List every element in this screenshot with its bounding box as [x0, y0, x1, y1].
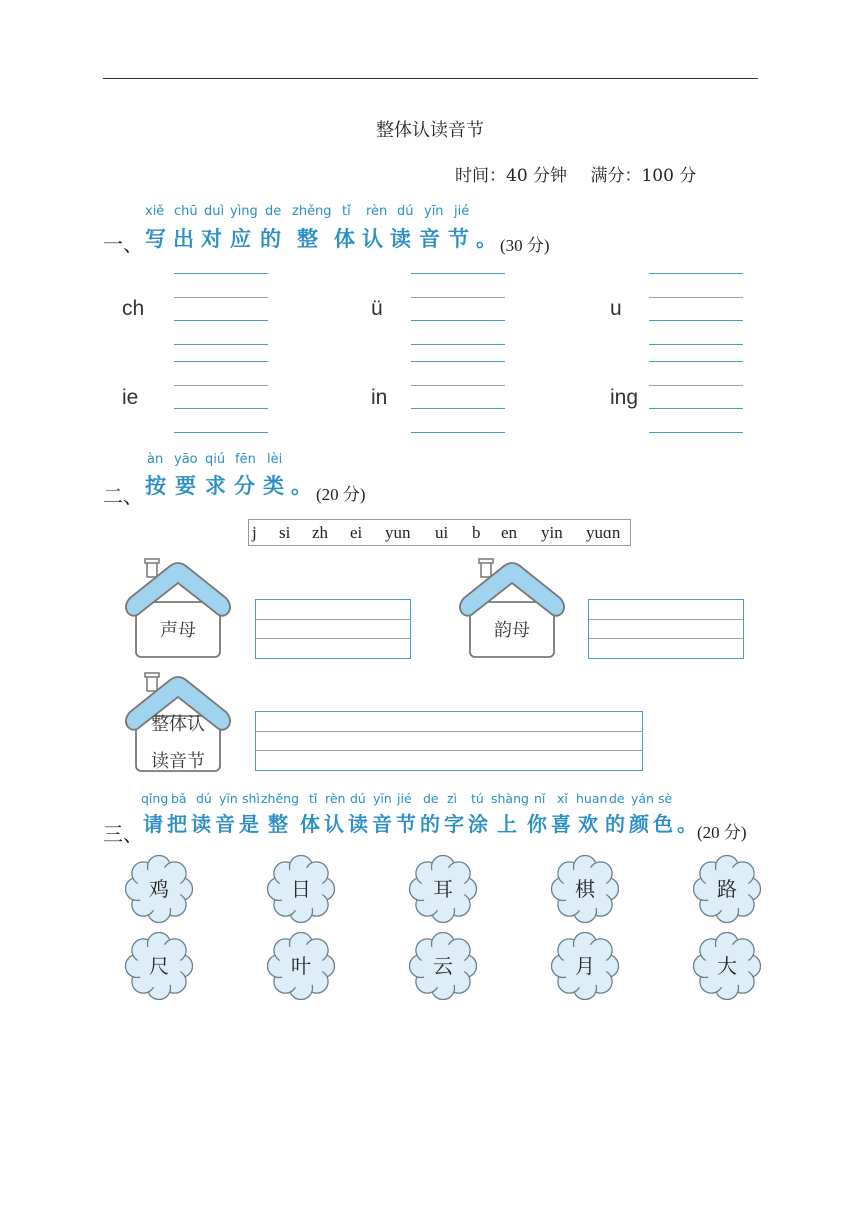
writing-line[interactable]	[174, 297, 268, 298]
heading-char: 整	[268, 812, 288, 836]
flower-cell[interactable]	[267, 932, 335, 1000]
pinyin: tǐ	[342, 204, 351, 219]
writing-line[interactable]	[649, 297, 743, 298]
heading-char: 音	[419, 227, 440, 251]
pinyin: rèn	[325, 791, 346, 806]
pinyin: yīn	[219, 791, 238, 806]
page-title: 整体认读音节	[376, 120, 484, 141]
pinyin: yīn	[373, 791, 392, 806]
heading-char: 音	[372, 812, 392, 836]
flower-character: 鸡	[149, 877, 169, 901]
time-limit: 时间：40 分钟	[455, 166, 568, 186]
section2-pinyin	[0, 452, 860, 468]
flower-cell[interactable]	[693, 932, 761, 1000]
writing-line[interactable]	[411, 408, 505, 409]
house-finals	[454, 558, 570, 660]
pinyin: nǐ	[534, 791, 546, 806]
pinyin: bǎ	[171, 791, 187, 806]
heading-char: 喜	[551, 812, 571, 836]
flower-cell[interactable]	[409, 932, 477, 1000]
heading-char: 要	[175, 474, 196, 498]
writing-line[interactable]	[649, 273, 743, 274]
section1-score: (30 分)	[500, 236, 550, 255]
section2-number: 二、	[103, 484, 143, 508]
syllable: b	[472, 523, 481, 542]
heading-char: 认	[324, 812, 344, 836]
heading-char: 。	[476, 227, 497, 251]
pinyin: zhěng	[292, 204, 332, 219]
section1-pinyin	[0, 204, 860, 220]
heading-char: 色	[653, 812, 673, 836]
heading-char: 写	[145, 227, 166, 251]
pinyin: duì	[204, 204, 225, 219]
heading-char: 把	[167, 812, 187, 836]
house-label: 读音节	[151, 751, 205, 772]
pinyin: zhěng	[261, 791, 300, 806]
pinyin: tú	[471, 791, 484, 806]
heading-char: 求	[205, 474, 226, 498]
section1-heading	[0, 223, 860, 249]
flower-character: 云	[433, 954, 453, 978]
phoneme-label: u	[610, 297, 622, 320]
writing-line[interactable]	[649, 408, 743, 409]
phoneme-label: ü	[371, 297, 383, 320]
pinyin: jié	[454, 204, 470, 219]
pinyin: xǐ	[557, 791, 568, 806]
flower-character: 棋	[575, 877, 595, 901]
heading-char: 的	[260, 227, 281, 251]
heading-char: 分	[234, 474, 255, 498]
flower-character: 月	[575, 954, 595, 978]
heading-char: 体	[334, 227, 355, 251]
heading-char: 出	[173, 227, 194, 251]
phoneme-label: in	[371, 386, 388, 409]
syllable: ui	[435, 523, 449, 542]
syllable: yun	[385, 523, 411, 542]
pinyin: lèi	[267, 452, 283, 467]
pinyin: sè	[658, 791, 673, 806]
pinyin: yāo	[174, 452, 198, 467]
writing-line[interactable]	[411, 361, 505, 362]
word-bank	[248, 519, 631, 546]
pinyin: dú	[397, 204, 414, 219]
pinyin: àn	[147, 452, 164, 467]
writing-line[interactable]	[649, 344, 743, 345]
flower-cell[interactable]	[551, 855, 619, 923]
writing-line[interactable]	[174, 320, 268, 321]
heading-char: 读	[191, 812, 211, 836]
syllable: ei	[350, 523, 363, 542]
section1-number: 一、	[103, 232, 143, 256]
phoneme-label: ch	[122, 297, 145, 320]
heading-char: 颜	[629, 812, 649, 836]
heading-char: 应	[230, 227, 251, 251]
heading-char: 涂	[468, 812, 488, 836]
heading-char: 节	[448, 227, 469, 251]
writing-line[interactable]	[649, 432, 743, 433]
pinyin: shàng	[491, 791, 529, 806]
flower-character: 尺	[149, 954, 169, 978]
heading-char: 音	[215, 812, 235, 836]
answer-box-whole-syllables[interactable]	[255, 711, 643, 771]
pinyin: tǐ	[309, 791, 318, 806]
answer-box-initials[interactable]	[255, 599, 411, 659]
pinyin: xiě	[145, 204, 165, 219]
section2-heading	[0, 470, 860, 496]
writing-line[interactable]	[411, 344, 505, 345]
flower-cell[interactable]	[125, 855, 193, 923]
writing-line[interactable]	[174, 432, 268, 433]
writing-line[interactable]	[411, 385, 505, 386]
heading-char: 认	[362, 227, 383, 251]
heading-char: 字	[444, 812, 464, 836]
flower-character: 大	[717, 954, 737, 978]
writing-line[interactable]	[649, 361, 743, 362]
pinyin: dú	[196, 791, 212, 806]
writing-line[interactable]	[174, 273, 268, 274]
pinyin: zì	[447, 791, 458, 806]
pinyin: chū	[174, 204, 198, 219]
heading-char: 整	[297, 227, 318, 251]
flower-character: 日	[291, 877, 311, 901]
flower-cell[interactable]	[693, 855, 761, 923]
syllable: yuɑn	[586, 523, 621, 542]
flower-character: 耳	[433, 877, 453, 901]
heading-char: 类	[263, 474, 284, 498]
heading-char: 对	[201, 227, 222, 251]
flower-cell[interactable]	[551, 932, 619, 1000]
phoneme-label: ie	[122, 386, 139, 409]
writing-line[interactable]	[649, 320, 743, 321]
pinyin: yīn	[424, 204, 444, 219]
heading-char: 读	[390, 227, 411, 251]
flower-cell[interactable]	[125, 932, 193, 1000]
syllable: zh	[312, 523, 329, 542]
writing-line[interactable]	[174, 385, 268, 386]
pinyin: qiú	[205, 452, 226, 467]
pinyin: jié	[397, 791, 412, 806]
syllable: yin	[541, 523, 563, 542]
heading-char: 是	[239, 812, 259, 836]
pinyin: qǐng	[141, 791, 169, 806]
pinyin: fēn	[235, 452, 256, 467]
pinyin: dú	[350, 791, 366, 806]
syllable: en	[501, 523, 518, 542]
house-label: 韵母	[494, 620, 530, 641]
flower-cell[interactable]	[267, 855, 335, 923]
heading-char: 你	[527, 812, 547, 836]
exam-meta	[455, 161, 714, 186]
heading-char: 读	[348, 812, 368, 836]
pinyin: shì	[242, 791, 260, 806]
pinyin: de	[423, 791, 439, 806]
writing-line[interactable]	[174, 344, 268, 345]
pinyin: rèn	[366, 204, 388, 219]
writing-line[interactable]	[411, 273, 505, 274]
writing-line[interactable]	[411, 320, 505, 321]
house-label: 整体认	[151, 714, 205, 735]
heading-char: 请	[143, 812, 163, 836]
pinyin: de	[265, 204, 282, 219]
section3-number: 三、	[103, 822, 143, 846]
syllable: j	[252, 523, 257, 542]
syllable: si	[279, 523, 291, 542]
heading-char: 按	[145, 474, 166, 498]
heading-char: 体	[300, 812, 320, 836]
pinyin: huan	[576, 791, 608, 806]
pinyin: yìng	[230, 204, 258, 219]
flower-character: 路	[717, 877, 737, 901]
writing-line[interactable]	[174, 361, 268, 362]
heading-char: 。	[291, 474, 312, 498]
pinyin: de	[609, 791, 625, 806]
heading-char: 节	[396, 812, 416, 836]
full-score: 满分：100 分	[590, 166, 697, 186]
heading-char: 欢	[578, 812, 598, 836]
answer-box-finals[interactable]	[588, 599, 744, 659]
section3-score: (20 分)	[697, 823, 747, 842]
house-label: 声母	[160, 620, 196, 641]
section3-pinyin	[0, 791, 860, 807]
house-initials	[120, 558, 236, 660]
pinyin: yán	[631, 791, 654, 806]
writing-line[interactable]	[649, 385, 743, 386]
flower-cell[interactable]	[409, 855, 477, 923]
heading-char: 的	[605, 812, 625, 836]
writing-line[interactable]	[174, 408, 268, 409]
flower-character: 叶	[291, 954, 311, 978]
heading-char: 的	[420, 812, 440, 836]
section2-score: (20 分)	[316, 485, 366, 504]
heading-char: 上	[497, 812, 517, 836]
writing-line[interactable]	[411, 432, 505, 433]
writing-line[interactable]	[411, 297, 505, 298]
phoneme-label: ing	[610, 386, 639, 409]
heading-char: 。	[677, 812, 697, 836]
top-rule	[103, 78, 758, 79]
